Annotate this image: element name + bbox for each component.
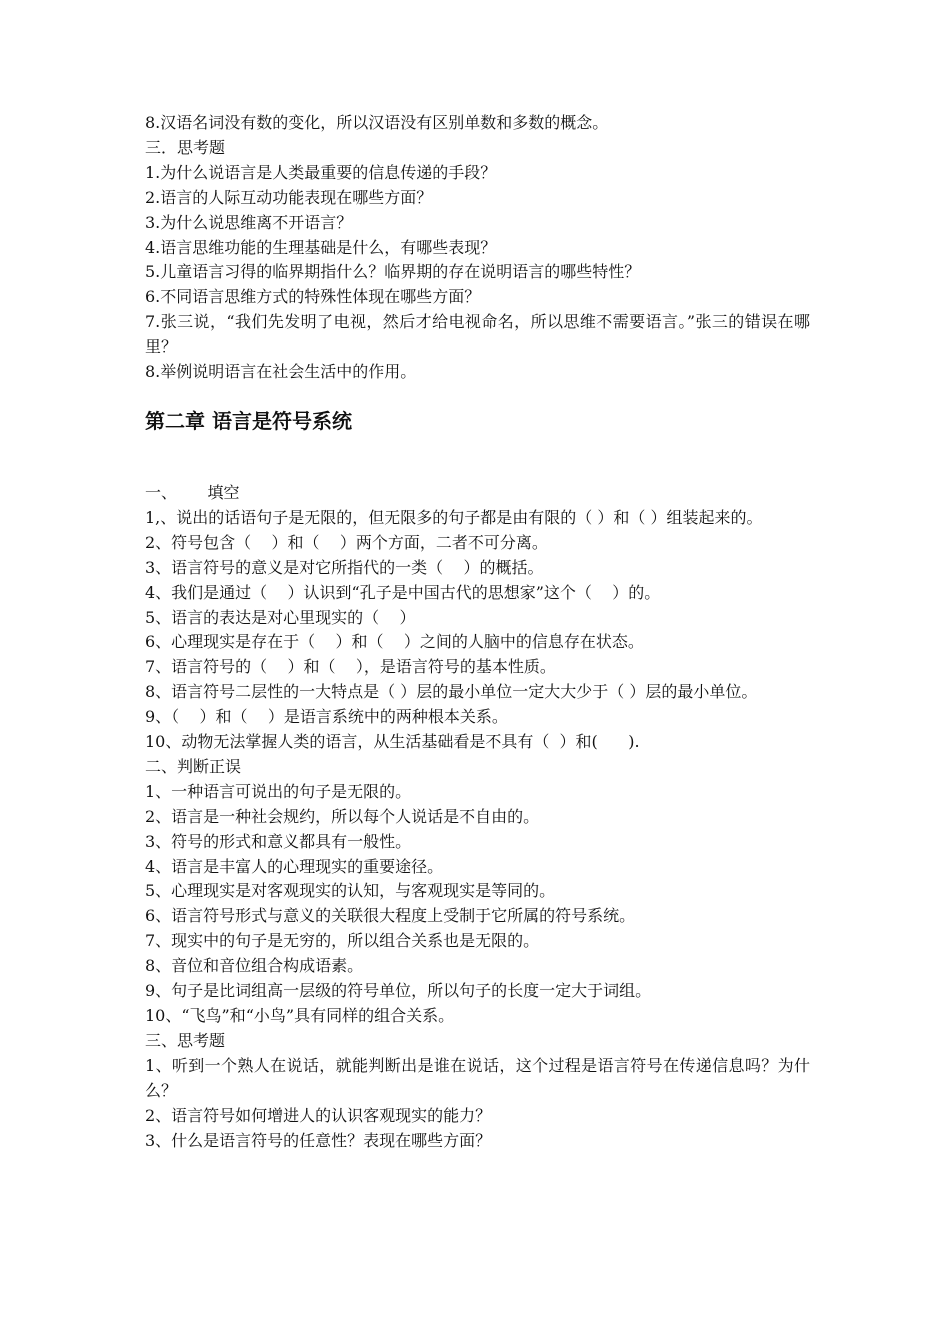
- think-heading: 三、思考题: [145, 1030, 226, 1050]
- judge-item: 9、句子是比词组高一层级的符号单位，所以句子的长度一定大于词组。: [145, 981, 652, 1001]
- judge-item: 4、语言是丰富人的心理现实的重要途径。: [145, 856, 444, 876]
- prev-chapter-think-item: 1.为什么说语言是人类最重要的信息传递的手段？: [145, 162, 497, 182]
- prev-chapter-think-item: 2.语言的人际互动功能表现在哪些方面？: [145, 187, 433, 207]
- fill-item: 6、心理现实是存在于（ ）和（ ）之间的人脑中的信息存在状态。: [145, 632, 644, 652]
- prev-chapter-think-item: 8.举例说明语言在社会生活中的作用。: [145, 362, 417, 382]
- fill-item: 2、符号包含（ ）和（ ）两个方面，二者不可分离。: [145, 532, 548, 552]
- think-item: 1、听到一个熟人在说话，就能判断出是谁在说话，这个过程是语言符号在传递信息吗？为什么？: [145, 1055, 810, 1100]
- fill-item: 9、（ ）和（ ）是语言系统中的两种根本关系。: [145, 707, 508, 727]
- judge-item: 10、“飞鸟”和“小鸟”具有同样的组合关系。: [145, 1006, 455, 1025]
- judge-item: 5、心理现实是对客观现实的认知，与客观现实是等同的。: [145, 881, 556, 901]
- judge-item: 2、语言是一种社会规约，所以每个人说话是不自由的。: [145, 806, 540, 826]
- fill-item: 10、动物无法掌握人类的语言，从生活基础看是不具有（ ）和( ).: [145, 732, 640, 752]
- judge-item: 7、现实中的句子是无穷的，所以组合关系也是无限的。: [145, 931, 540, 951]
- think-item: 2、语言符号如何增进人的认识客观现实的能力？: [145, 1105, 492, 1125]
- judge-item: 6、语言符号形式与意义的关联很大程度上受制于它所属的符号系统。: [145, 906, 636, 926]
- prev-chapter-think-heading: 三．思考题: [145, 137, 226, 157]
- judge-heading: 二、判断正误: [145, 756, 242, 776]
- fill-item: 7、语言符号的（ ）和（ ），是语言符号的基本性质。: [145, 657, 556, 677]
- chapter-title: 第二章 语言是符号系统: [145, 408, 352, 433]
- prev-chapter-judge-item-8: 8.汉语名词没有数的变化，所以汉语没有区别单数和多数的概念。: [145, 113, 609, 132]
- judge-item: 3、符号的形式和意义都具有一般性。: [145, 831, 412, 851]
- fill-item: 5、语言的表达是对心里现实的（ ）: [145, 607, 416, 627]
- judge-item: 8、音位和音位组合构成语素。: [145, 956, 364, 976]
- prev-chapter-think-item: 3.为什么说思维离不开语言？: [145, 212, 353, 232]
- fill-item: 4、我们是通过（ ）认识到“孔子是中国古代的思想家”这个（ ）的。: [145, 582, 661, 602]
- prev-chapter-think-item: 4.语言思维功能的生理基础是什么，有哪些表现？: [145, 237, 497, 257]
- fill-heading: 一、 填空: [145, 482, 240, 502]
- fill-item: 8、语言符号二层性的一大特点是（ ）层的最小单位一定大大少于（ ）层的最小单位。: [145, 682, 758, 702]
- document-page: [145, 111, 810, 1153]
- judge-item: 1、一种语言可说出的句子是无限的。: [145, 781, 412, 801]
- prev-chapter-think-item: 7.张三说，“我们先发明了电视，然后才给电视命名，所以思维不需要语言。”张三的错误在哪里？: [145, 312, 810, 357]
- prev-chapter-think-item: 5.儿童语言习得的临界期指什么？临界期的存在说明语言的哪些特性？: [145, 262, 641, 282]
- fill-item: 1,、说出的话语句子是无限的，但无限多的句子都是由有限的（ ）和（ ）组装起来的。: [145, 507, 763, 527]
- prev-chapter-think-item: 6.不同语言思维方式的特殊性体现在哪些方面？: [145, 287, 481, 307]
- think-item: 3、什么是语言符号的任意性？表现在哪些方面？: [145, 1130, 492, 1150]
- fill-item: 3、语言符号的意义是对它所指代的一类（ ）的概括。: [145, 557, 544, 577]
